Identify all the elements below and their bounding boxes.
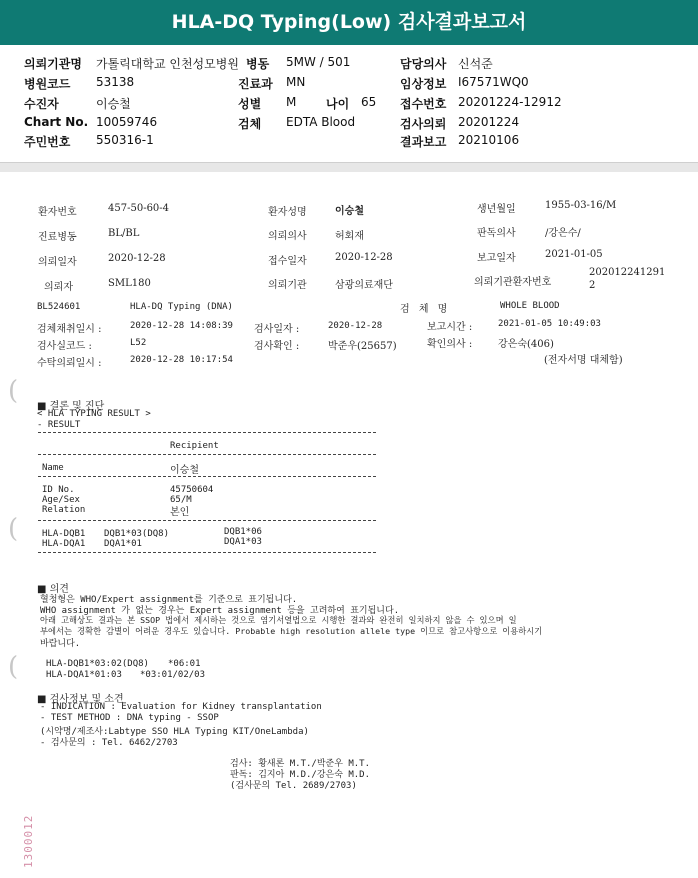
- specimen-value: WHOLE BLOOD: [500, 301, 560, 311]
- header-label-doctor: 담당의사: [400, 57, 447, 71]
- report-value-patient-name: 이승철: [335, 206, 364, 217]
- header-value-doctor: 신석준: [458, 57, 493, 71]
- scan-mark: (: [8, 376, 19, 406]
- test-code: BL524601: [37, 302, 81, 312]
- agesex-value: 65/M: [170, 495, 192, 505]
- divider: [38, 476, 376, 477]
- report-value-inst-patient-no-line2: 2: [589, 280, 596, 291]
- report-value-ward: BL/BL: [108, 228, 140, 239]
- e-signature-note: (전자서명 대체함): [544, 355, 623, 366]
- typing-allele-1: DQB1*03(DQ8): [104, 529, 170, 539]
- header-label-report-date: 결과보고: [400, 135, 447, 149]
- header-value-age: 65: [361, 95, 377, 109]
- report-value-requester: SML180: [108, 278, 151, 289]
- sign-line: 검사: 황새론 M.T./박준우 M.T.: [230, 759, 370, 769]
- header-label-age: 나이: [326, 97, 350, 111]
- opinion-line: WHO assignment 가 없는 경우는 Expert assignment 등을 고려하여 표기됩니다.: [40, 606, 400, 616]
- scan-mark: (: [8, 514, 19, 544]
- report-label-patient-name: 환자성명: [268, 207, 307, 218]
- typing-allele-2: DQA1*03: [224, 537, 262, 547]
- typing-allele-2: DQB1*06: [224, 527, 262, 537]
- relation-value: 본인: [170, 507, 190, 518]
- opinion-line: 아래 고해상도 결과는 본 SSOP 법에서 제시하는 것으로 염기서열법으로 시행한 결과와 완전히 일치하지 않을 수 있으며 일: [40, 615, 517, 625]
- divider: [38, 454, 376, 455]
- report-label-inst-patient-no: 의뢰기관환자번호: [474, 277, 552, 288]
- relation-label: Relation: [42, 505, 86, 515]
- header-label-hospital-code: 병원코드: [24, 77, 71, 91]
- header-value-resident-no: 550316-1: [96, 133, 154, 147]
- meta-test-date-value: 2020-12-28: [328, 321, 383, 331]
- sign-line: (검사문의 Tel. 2689/2703): [230, 781, 357, 791]
- header-value-chart-no: 10059746: [96, 115, 158, 129]
- header-value-report-date: 20210106: [458, 133, 520, 147]
- report-label-reading-doctor: 판독의사: [477, 228, 516, 239]
- header-value-ward: 5MW / 501: [286, 55, 351, 69]
- header-value-institution: 가톨릭대학교 인천성모병원: [96, 57, 239, 71]
- meta-confirm-doctor-label: 확인의사 :: [427, 339, 473, 350]
- info-line: (시약명/제조사:Labtype SSO HLA Typing KIT/OneLambda): [40, 727, 309, 737]
- info-line: - TEST METHOD : DNA typing - SSOP: [40, 713, 219, 723]
- divider: [38, 520, 376, 521]
- report-value-receipt-date: 2020-12-28: [335, 252, 393, 263]
- header-label-clinical-info: 임상정보: [400, 77, 447, 91]
- id-value: 45750604: [170, 485, 214, 495]
- agesex-label: Age/Sex: [42, 495, 80, 505]
- vertical-doc-code: 1300012: [22, 814, 35, 868]
- meta-report-time-value: 2021-01-05 10:49:03: [498, 319, 601, 329]
- report-value-birth: 1955-03-16/M: [545, 200, 617, 211]
- typing-locus: HLA-DQB1: [42, 529, 86, 539]
- report-value-report-date: 2021-01-05: [545, 249, 603, 260]
- meta-confirm-value: 박준우(25657): [328, 341, 397, 352]
- header-value-patient: 이승철: [96, 97, 131, 111]
- divider: [38, 432, 376, 433]
- header-label-ward: 병동: [246, 57, 270, 71]
- report-value-inst-patient-no: 202012241291: [589, 267, 666, 278]
- report-label-ref-date: 의뢰일자: [38, 257, 77, 268]
- report-label-report-date: 보고일자: [477, 253, 516, 264]
- divider: [38, 552, 376, 553]
- header-value-specimen: EDTA Blood: [286, 115, 356, 129]
- header-label-resident-no: 주민번호: [24, 135, 71, 149]
- info-line: - INDICATION : Evaluation for Kidney transplantation: [40, 702, 322, 712]
- scan-mark: (: [8, 652, 19, 682]
- id-label: ID No.: [42, 485, 75, 495]
- meta-collect-value: 2020-12-28 14:08:39: [130, 321, 233, 331]
- opinion-line: 혈청형은 WHO/Expert assignment를 기준으로 표기됩니다.: [40, 595, 298, 605]
- section-separator: [0, 162, 698, 172]
- report-label-ward: 진료병동: [38, 232, 77, 243]
- report-label-receipt-date: 접수일자: [268, 256, 307, 267]
- allele-detail: HLA-DQA1*01:03: [46, 670, 122, 680]
- header-value-hospital-code: 53138: [96, 75, 135, 89]
- meta-test-date-label: 검사일자 :: [254, 324, 300, 335]
- report-value-reading-doctor: /강은수/: [545, 228, 581, 239]
- header-value-dept: MN: [286, 75, 306, 89]
- meta-confirm-doctor-value: 강은숙(406): [498, 339, 554, 350]
- results-heading: ■ 결론 및 진단: [37, 401, 105, 412]
- opinion-line: 부에서는 경확한 감별이 어려운 경우도 있습니다. Probable high resolution allele type 이므로 참고사항으로 이용하시기: [40, 626, 543, 636]
- test-name: HLA-DQ Typing (DNA): [130, 302, 233, 312]
- meta-lab-code-value: L52: [130, 338, 147, 348]
- report-value-patient-no: 457-50-60-4: [108, 203, 170, 214]
- name-label: Name: [42, 463, 64, 473]
- meta-consign-value: 2020-12-28 10:17:54: [130, 355, 233, 365]
- opinion-heading: ■ 의견: [37, 584, 69, 595]
- header-label-sex: 성별: [238, 97, 262, 111]
- opinion-line: 바랍니다.: [40, 639, 81, 649]
- meta-report-time-label: 보고시간 :: [427, 322, 473, 333]
- results-sub2: - RESULT: [37, 420, 81, 430]
- report-title: HLA-DQ Typing(Low) 검사결과보고서: [171, 11, 527, 33]
- name-value: 이승철: [170, 465, 199, 476]
- report-label-requester: 의뢰자: [44, 282, 73, 293]
- info-line: - 검사문의 : Tel. 6462/2703: [40, 738, 178, 748]
- header-label-chart-no: Chart No.: [24, 115, 89, 129]
- allele-detail: HLA-DQB1*03:02(DQ8): [46, 659, 149, 669]
- meta-consign-label: 수탁의뢰일시 :: [37, 358, 102, 369]
- header-label-institution: 의뢰기관명: [24, 57, 82, 71]
- results-sub1: < HLA TYPING RESULT >: [37, 409, 151, 419]
- allele-detail: *06:01: [168, 659, 201, 669]
- sign-line: 판독: 김지아 M.D./강은숙 M.D.: [230, 770, 370, 780]
- report-label-ref-doctor: 의뢰의사: [268, 231, 307, 242]
- report-label-ref-institution: 의뢰기관: [268, 280, 307, 291]
- report-label-patient-no: 환자번호: [38, 207, 77, 218]
- meta-collect-label: 검체채취일시 :: [37, 324, 102, 335]
- header-label-specimen: 검체: [238, 117, 262, 131]
- header-label-patient: 수진자: [24, 97, 59, 111]
- header-label-receipt-no: 접수번호: [400, 97, 447, 111]
- report-label-birth: 생년월일: [477, 204, 516, 215]
- header-value-receipt-no: 20201224-12912: [458, 95, 562, 109]
- typing-allele-1: DQA1*01: [104, 539, 142, 549]
- report-value-ref-institution: 삼광의료재단: [335, 280, 393, 291]
- report-value-ref-date: 2020-12-28: [108, 253, 166, 264]
- meta-confirm-label: 검사확인 :: [254, 341, 300, 352]
- header-label-dept: 진료과: [238, 77, 273, 91]
- allele-detail: *03:01/02/03: [140, 670, 206, 680]
- specimen-label: 검 체 명: [400, 304, 451, 315]
- header-value-request-date: 20201224: [458, 115, 520, 129]
- meta-lab-code-label: 검사실코드 :: [37, 341, 92, 352]
- typing-locus: HLA-DQA1: [42, 539, 86, 549]
- header-value-sex: M: [286, 95, 297, 109]
- recipient-header: Recipient: [170, 441, 219, 451]
- header-value-clinical-info: I67571WQ0: [458, 75, 529, 89]
- header-label-request-date: 검사의뢰: [400, 117, 447, 131]
- report-value-ref-doctor: 허회재: [335, 231, 364, 242]
- info-heading: ■ 검사정보 및 소견: [37, 694, 124, 705]
